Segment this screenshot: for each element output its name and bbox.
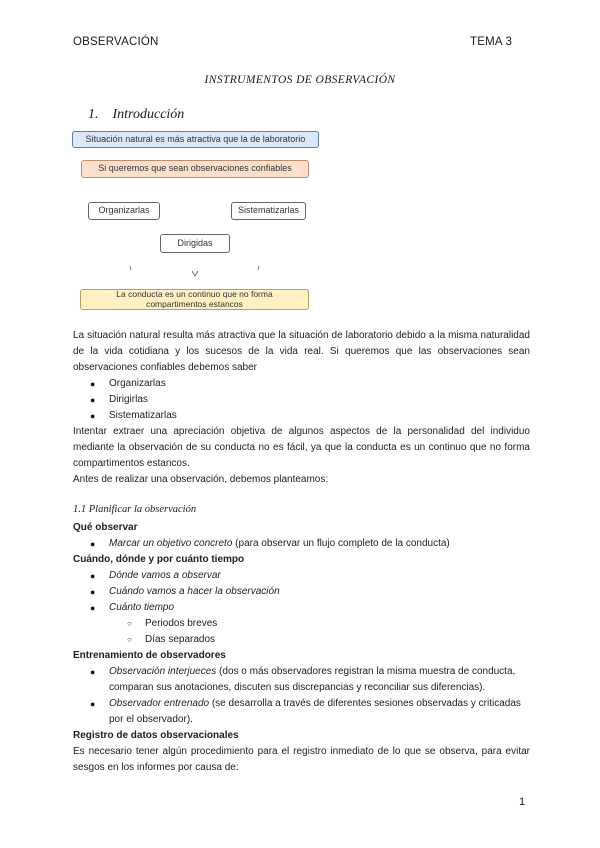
list-item-emphasis: Observador entrenado xyxy=(109,698,210,709)
diagram-box-organizarlas: Organizarlas xyxy=(88,202,160,220)
list-item: Cuánto tiempo xyxy=(109,602,175,613)
bullet-icon: ● xyxy=(90,379,96,389)
circle-bullet-icon: ○ xyxy=(127,635,132,644)
intro-paragraph-3: Antes de realizar una observación, debemos planteamos: xyxy=(73,474,329,485)
section-heading xyxy=(88,107,184,123)
registro-title: Registro de datos observacionales xyxy=(73,730,239,741)
list-item xyxy=(109,536,450,552)
diagram-connectors xyxy=(120,262,270,278)
bullet-icon: ● xyxy=(90,395,96,405)
bullet-icon: ● xyxy=(90,603,96,613)
bullet-icon: ● xyxy=(90,667,96,677)
section-title: Introducción xyxy=(112,107,185,122)
diagram-box-dirigidas: Dirigidas xyxy=(160,234,230,253)
list-item xyxy=(109,664,531,680)
diagram-box-confiables: Si queremos que sean observaciones confiables xyxy=(81,160,309,178)
intro-paragraph-1: La situación natural resulta más atractiva que la situación de laboratorio debido a la misma naturalidad de la vida cotidiana y los sucesos de la vida real. Si queremos que las observaciones sean observaciones confiables debemos saber xyxy=(73,330,530,373)
page-number: 1 xyxy=(519,796,526,808)
cuando-title: Cuándo, dónde y por cuánto tiempo xyxy=(73,554,245,565)
list-item: Organizarlas xyxy=(109,378,166,389)
list-item: Sistematizarlas xyxy=(109,410,177,421)
list-item: Dónde vamos a observar xyxy=(109,570,221,581)
bullet-icon: ● xyxy=(90,539,96,549)
list-item: Dirigirlas xyxy=(109,394,148,405)
registro-paragraph: Es necesario tener algún procedimiento para el registro inmediato de lo que se observa, para evitar sesgos en los informes por causa de: xyxy=(73,746,530,773)
list-item: Cuándo vamos a hacer la observación xyxy=(109,586,280,597)
list-item-emphasis: Marcar un objetivo concreto xyxy=(109,538,233,549)
list-item xyxy=(109,696,531,712)
intro-paragraph-2: Intentar extraer una apreciación objetiva de algunos aspectos de la personalidad del individuo mediante la observación de su conducta no es fácil, ya que la conducta es un continuo que no forma compartimentos estancos. xyxy=(73,426,530,469)
que-observar-title: Qué observar xyxy=(73,522,138,533)
circle-bullet-icon: ○ xyxy=(127,619,132,628)
list-item-text: (dos o más observadores registran la misma muestra de conducta, xyxy=(216,666,516,677)
header-left: OBSERVACIÓN xyxy=(73,36,159,48)
bullet-icon: ● xyxy=(90,699,96,709)
list-item-text: (se desarrolla a través de diferentes sesiones observadas y criticadas xyxy=(209,698,521,709)
document-title: INSTRUMENTOS DE OBSERVACIÓN xyxy=(204,74,396,86)
diagram-box-sistematizarlas: Sistematizarlas xyxy=(231,202,306,220)
list-item-continuation: por el observador). xyxy=(109,714,193,725)
header-right: TEMA 3 xyxy=(470,36,513,48)
section-number: 1. xyxy=(88,107,99,122)
entrenamiento-title: Entrenamiento de observadores xyxy=(73,650,226,661)
list-item-text: (para observar un flujo completo de la conducta) xyxy=(232,538,450,549)
sub-list-item: Días separados xyxy=(145,634,216,645)
list-item-emphasis: Observación interjueces xyxy=(109,666,217,677)
sub-list-item: Periodos breves xyxy=(145,618,218,629)
diagram-box-natural: Situación natural es más atractiva que la de laboratorio xyxy=(72,131,319,148)
list-item-continuation: comparan sus anotaciones, discuten sus discrepancias y reconciliar sus diferencias). xyxy=(109,682,486,693)
bullet-icon: ● xyxy=(90,587,96,597)
bullet-icon: ● xyxy=(90,571,96,581)
bullet-icon: ● xyxy=(90,411,96,421)
subsection-heading: 1.1 Planificar la observación xyxy=(73,504,197,515)
diagram-box-conducta: La conducta es un continuo que no forma compartimentos estancos xyxy=(80,289,309,310)
